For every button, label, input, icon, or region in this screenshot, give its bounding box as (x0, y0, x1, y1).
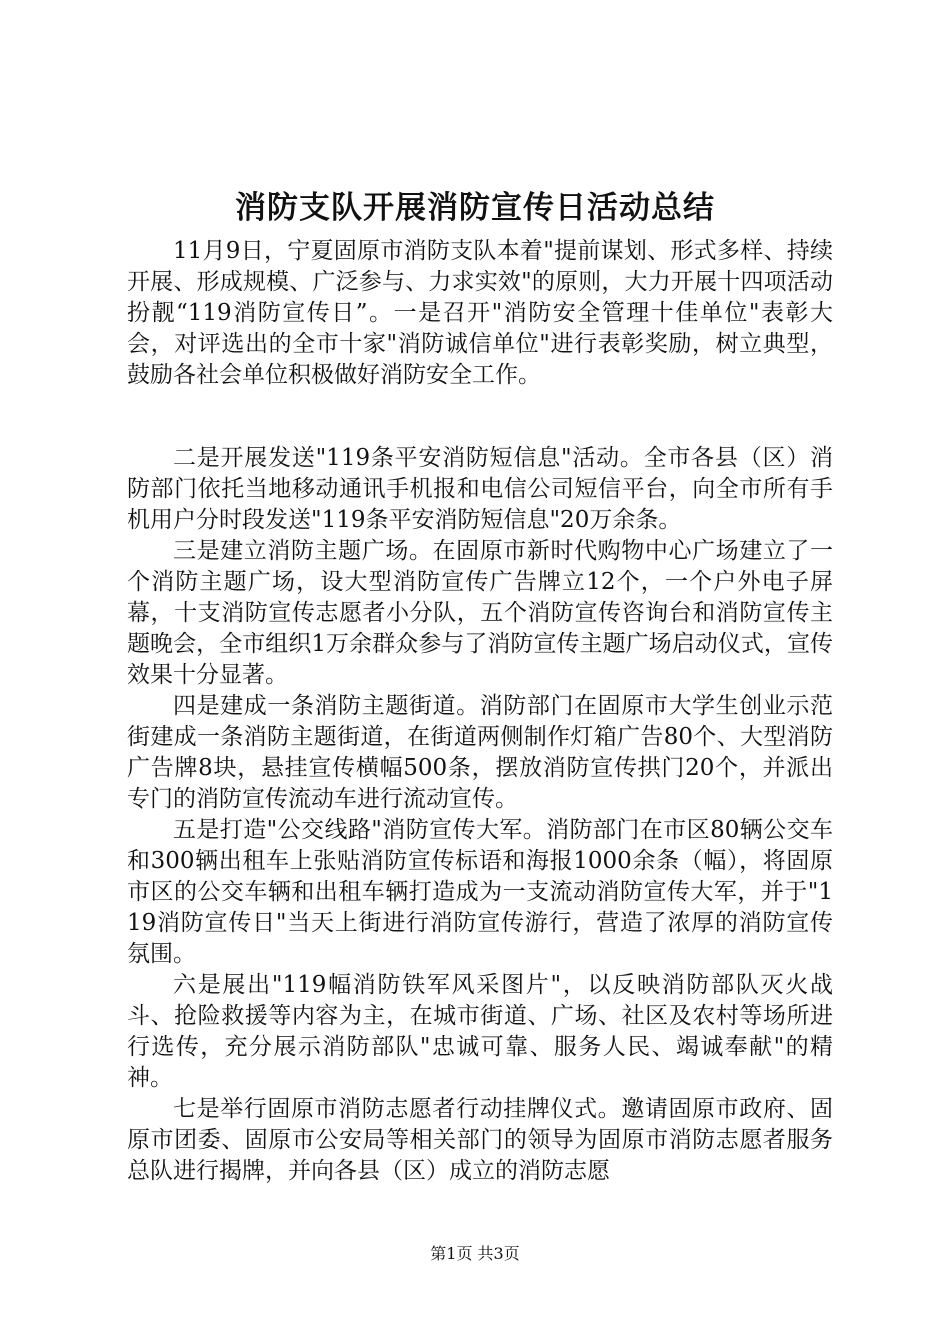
paragraph-item-6: 六是展出"119幅消防铁军风采图片"，以反映消防部队灭火战斗、抢险救援等内容为主，在城市街道、广场、社区及农村等场所进行选传，充分展示消防部队"忠诚可靠、服务人民、竭诚奉献"的精神。 (127, 972, 833, 1091)
paragraph-item-3: 三是建立消防主题广场。在固原市新时代购物中心广场建立了一个消防主题广场，设大型消防宣传广告牌立12个，一个户外电子屏幕，十支消防宣传志愿者小分队，五个消防宣传咨询台和消防宣传主题晚会，全市组织1万余群众参与了消防宣传主题广场启动仪式，宣传效果十分显著。 (127, 538, 833, 688)
page-number-footer: 第1页 共3页 (430, 1244, 520, 1263)
document-title: 消防支队开展消防宣传日活动总结 (235, 190, 715, 226)
paragraph-intro: 11月9日，宁夏固原市消防支队本着"提前谋划、形式多样、持续开展、形成规模、广泛参与、力求实效"的原则，大力开展十四项活动扮靓“119消防宣传日”。一是召开"消防安全管理十佳单位"表彰大会，对评选出的全市十家"消防诚信单位"进行表彰奖励，树立典型，鼓励各社会单位积极做好消防安全工作。 (127, 238, 833, 388)
document-body (127, 236, 833, 1187)
paragraph-item-5: 五是打造"公交线路"消防宣传大军。消防部门在市区80辆公交车和300辆出租车上张贴消防宣传标语和海报1000余条（幅），将固原市区的公交车辆和出租车辆打造成为一支流动消防宣传大军，并于"119消防宣传日"当天上街进行消防宣传游行，营造了浓厚的消防宣传氛围。 (127, 817, 833, 967)
paragraph-item-4: 四是建成一条消防主题街道。消防部门在固原市大学生创业示范街建成一条消防主题街道，在街道两侧制作灯箱广告80个、大型消防广告牌8块，悬挂宣传横幅500条，摆放消防宣传拱门20个，并派出专门的消防宣传流动车进行流动宣传。 (127, 693, 833, 812)
paragraph-item-2: 二是开展发送"119条平安消防短信息"活动。全市各县（区）消防部门依托当地移动通讯手机报和电信公司短信平台，向全市所有手机用户分时段发送"119条平安消防短信息"20万余条。 (127, 445, 833, 533)
paragraph-item-7: 七是举行固原市消防志愿者行动挂牌仪式。邀请固原市政府、固原市团委、固原市公安局等相关部门的领导为固原市消防志愿者服务总队进行揭牌，并向各县（区）成立的消防志愿 (127, 1096, 833, 1184)
